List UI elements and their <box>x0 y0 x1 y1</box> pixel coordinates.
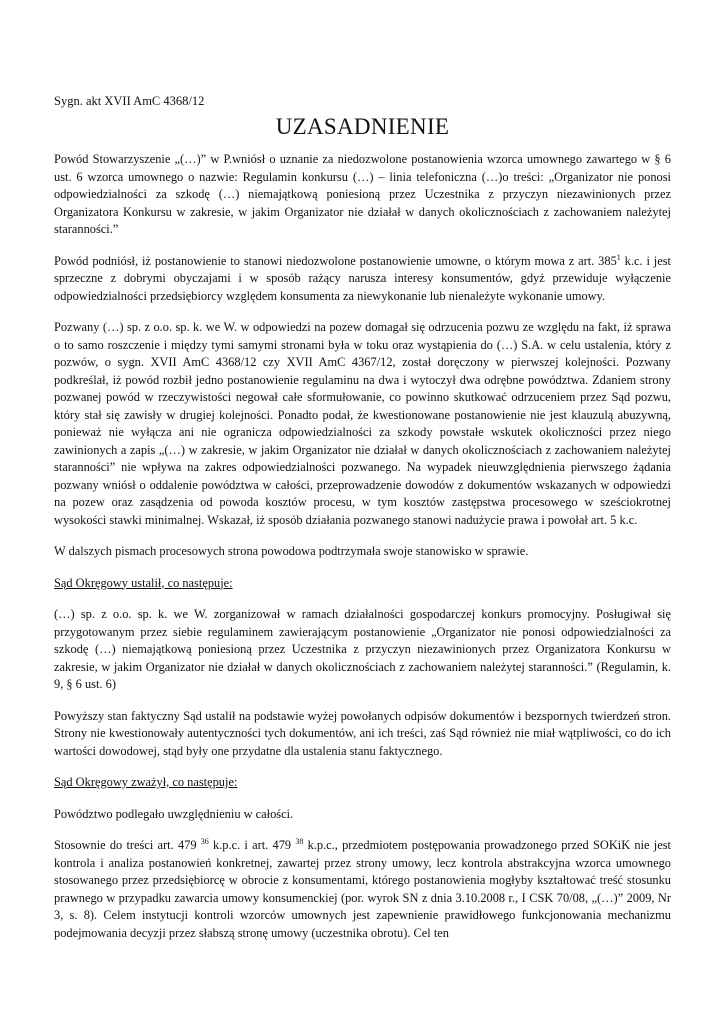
superscript: 1 <box>616 252 621 262</box>
heading-considerations: Sąd Okręgowy zważył, co następuje: <box>54 775 238 789</box>
paragraph-text: k.p.c., przedmiotem postępowania prowadzonego przed SOKiK nie jest kontrola i analiza postanowień konkretnej, zawartej przez strony umowy, lecz kontrola abstrakcyjna wzorca umownego stosowanego przez przedsiębiorcę w obrocie z konsumentami, którego postanowienia mogłyby kształtować treść stosunku prawnego w przypadku zawarcia umowy konsumenckiej (por. wyrok SN z dnia 3.10.2008 r., I CSK 70/08, „(…)” 2009, Nr 3, s. 8). Celem instytucji kontroli wzorców umownych jest zapewnienie prawidłowego funkcjonowania mechanizmu podejmowania decyzji przez słabszą stronę umowy (uczestnika obrotu). Cel ten <box>54 838 671 940</box>
paragraph-legal-basis <box>54 837 671 942</box>
paragraph-text: Stosownie do treści art. 479 <box>54 838 201 852</box>
superscript: 38 <box>295 837 304 846</box>
heading-findings: Sąd Okręgowy ustalił, co następuje: <box>54 575 233 590</box>
paragraph-text: k.p.c. i art. 479 <box>208 838 296 852</box>
superscript: 36 <box>200 837 209 846</box>
paragraph-ruling: Powództwo podlegało uwzględnieniu w całości. <box>54 806 294 821</box>
paragraph-claim: Powód Stowarzyszenie „(…)” w P.wniósł o uznanie za niedozwolone postanowienia wzorca umownego zawartego w § 6 ust. 6 wzorca umownego o nazwie: Regulamin konkursu (…) – linia telefoniczna (…)o treści: „Organizator nie ponosi odpowiedzialności za szkodę (…) niemajątkową poniesioną przez Uczestnika z przyczyn niezawinionych przez Organizatora Konkursu w zakresie, w jakim Organizator nie działał w danych okolicznościach z zachowaniem należytej staranności.” <box>54 152 671 236</box>
paragraph-further-pleadings: W dalszych pismach procesowych strona powodowa podtrzymała swoje stanowisko w sprawie. <box>54 544 529 558</box>
document-body <box>54 151 671 956</box>
paragraph-text: Powód podniósł, iż postanowienie to stanowi niedozwolone postanowienie umowne, o którym mowa z art. 385 <box>54 253 617 268</box>
paragraph-plaintiff-argument <box>54 253 671 306</box>
paragraph-defendant-response: Pozwany (…) sp. z o.o. sp. k. we W. w odpowiedzi na pozew domagał się odrzucenia pozwu ze względu na fakt, iż sprawa o to samo roszczenie i między tymi samymi stronami była w toku oraz wystąpienia do (…) S.A. w celu ustalenia, który z pozwów, o sygn. XVII AmC 4368/12 czy XVII AmC 4367/12, został doręczony w pierwszej kolejności. Pozwany podkreślał, iż powód rozbił jedno postanowienie regulaminu na dwa i wytoczył dwa odrębne powództwa. Zdaniem strony pozwanej powód w rzeczywistości negował całe sformułowanie, co powinno skutkować odrzuceniem przez Sąd pozwu, który stał się zawisły w drugiej kolejności. Ponadto podał, że kwestionowane postanowienie nie jest klauzulą abuzywną, ponieważ nie wyłącza ani nie ogranicza odpowiedzialności za szkody powstałe wskutek okoliczności przez niego zawinionych a zapis „(…) w zakresie, w jakim Organizator nie działał w danych okolicznościach z zachowaniem należytej staranności” nie wpływa na zakres odpowiedzialności pozwanego. Na wypadek nieuwzględnienia pierwszego żądania pozwany wniósł o oddalenie powództwa w całości, przeprowadzenie dowodów z dokumentów wskazanych w odpowiedzi na pozew oraz zasądzenia od powoda kosztów procesu, w tym kosztów zastępstwa procesowego w sześciokrotnej wysokości stawki minimalnej. Wskazał, iż sposób działania pozwanego stanowi nadużycie prawa i powołał art. 5 k.c. <box>54 320 671 527</box>
paragraph-evidence: Powyższy stan faktyczny Sąd ustalił na podstawie wyżej powołanych odpisów dokumentów i bezspornych twierdzeń stron. Strony nie kwestionowały autentyczności tych dokumentów, ani ich treści, zaś Sąd również nie miał wątpliwości, co do ich wartości dowodowej, stąd były one przydatne dla ustalenia stanu faktycznego. <box>54 708 671 758</box>
document-title: UZASADNIENIE <box>275 114 450 139</box>
paragraph-facts: (…) sp. z o.o. sp. k. we W. zorganizował w ramach działalności gospodarczej konkurs promocyjny. Posługiwał się przygotowanym przez siebie regulaminem zawierającym postanowienie „Organizator nie ponosi odpowiedzialności za szkodę (…) niemajątkową poniesioną przez Uczestnika z przyczyn niezawinionych przez Organizatora Konkursu w zakresie, w jakim Organizator nie działał w danych okolicznościach z zachowaniem należytej staranności.” (Regulamin, k. 9, § 6 ust. 6) <box>54 607 671 691</box>
case-reference: Sygn. akt XVII AmC 4368/12 <box>54 94 205 108</box>
paragraph-text: k.c. i jest sprzeczne z dobrymi obyczajami i w sposób rażący narusza interesy konsumentów, gdyż przewiduje wyłączenie odpowiedzialności przedsiębiorcy względem konsumenta za niewykonanie lub nienależyte wykonanie umowy. <box>54 253 671 303</box>
